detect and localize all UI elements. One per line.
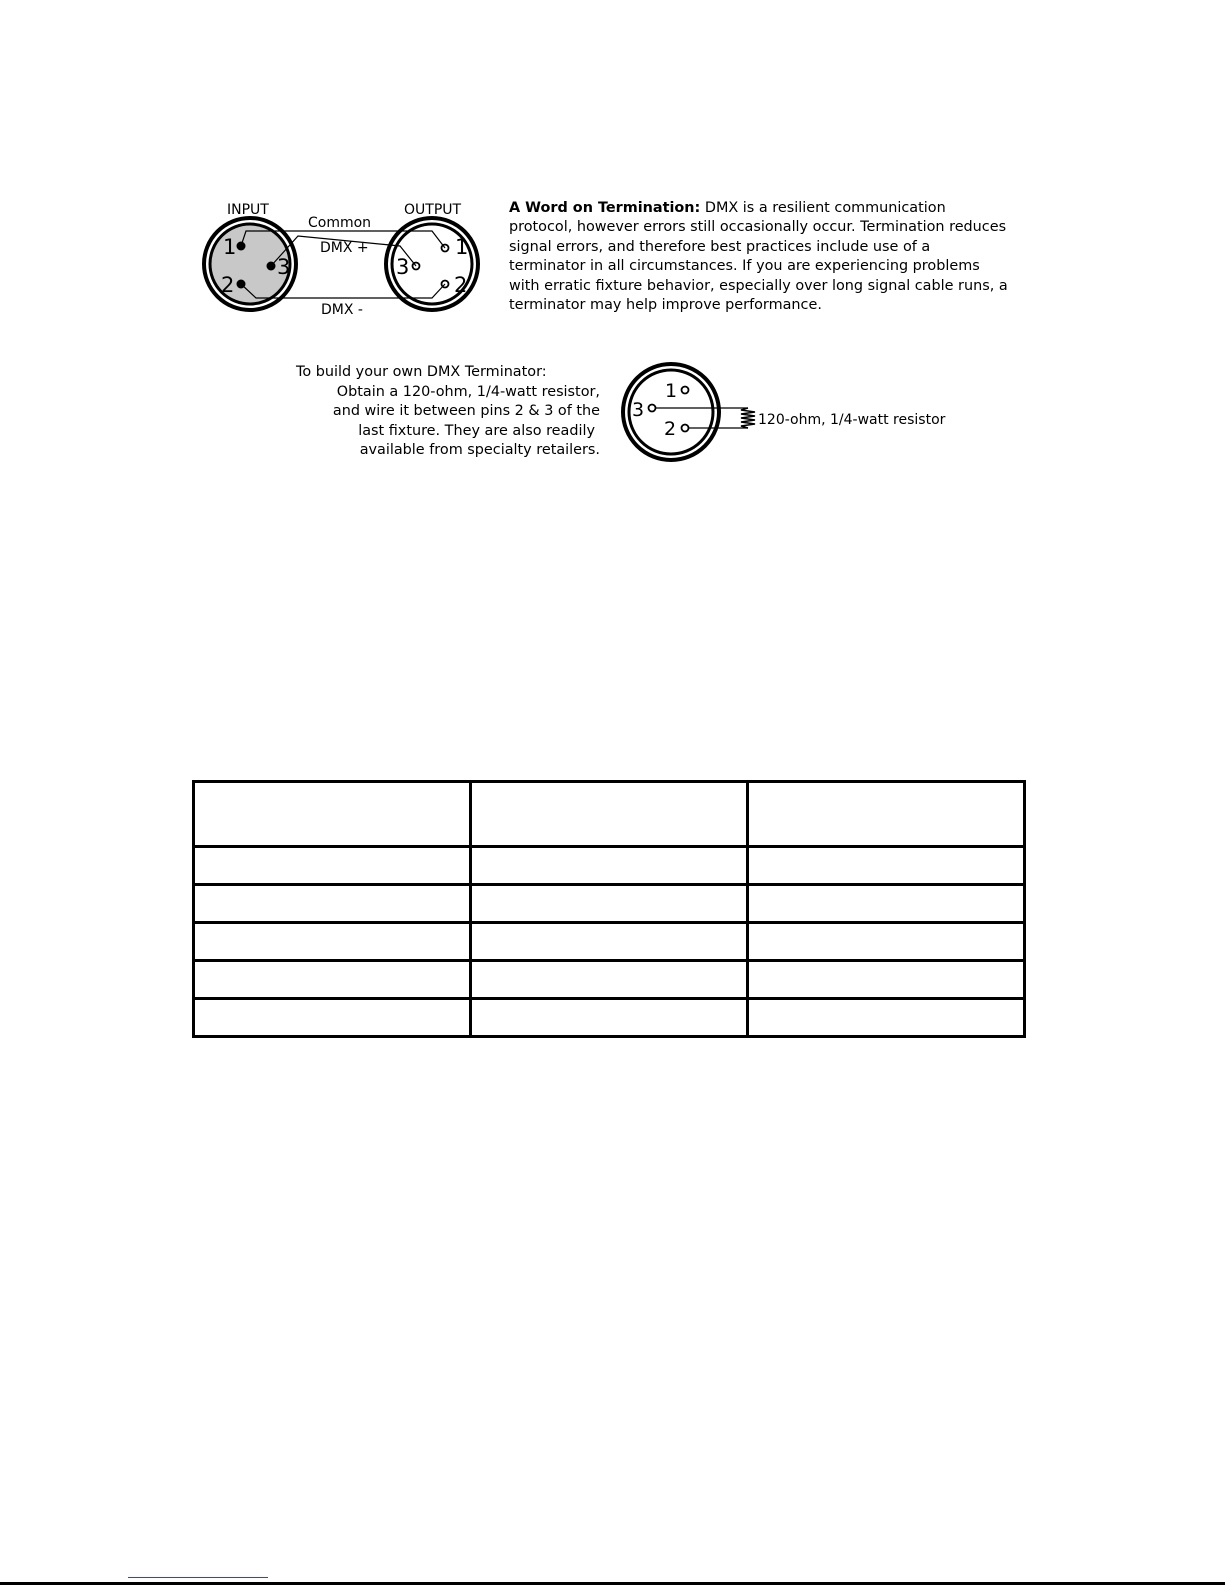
table-cell [471, 999, 748, 1037]
terminator-connector [623, 364, 719, 460]
table-cell [748, 923, 1025, 961]
table-cell [748, 961, 1025, 999]
table-cell [194, 847, 471, 885]
table-row [194, 923, 1025, 961]
footnote-separator [128, 1577, 268, 1578]
diy-title: To build your own DMX Terminator: [296, 364, 547, 380]
table-cell [748, 885, 1025, 923]
diy-line-4: available from specialty retailers. [359, 442, 600, 458]
input-pin-3-label: 3 [277, 255, 291, 279]
table-row [194, 885, 1025, 923]
termination-body: DMX is a resilient communication protocol, however errors still occasionally occur. Termination reduces signal errors, and therefore best practices include use of a terminator in all circumstances. If you are experiencing problems with erratic fixture behavior, especially over long signal cable runs, a terminator may help improve performance. [509, 200, 1008, 314]
table-header-row [194, 782, 1025, 847]
terminator-pin-1-label: 1 [665, 380, 678, 402]
table-cell [471, 961, 748, 999]
termination-note [509, 199, 1009, 315]
table-cell [194, 885, 471, 923]
termination-title: A Word on Termination: [509, 200, 701, 216]
output-label: OUTPUT [404, 202, 462, 218]
table-cell [471, 923, 748, 961]
wire-dmx-minus-label: DMX - [321, 302, 363, 318]
diy-terminator-note [296, 363, 602, 461]
input-pin-1-label: 1 [223, 235, 237, 259]
terminator-pin-2-dot [682, 425, 689, 432]
table-cell [471, 847, 748, 885]
input-label: INPUT [227, 202, 269, 218]
table-cell [194, 961, 471, 999]
diy-line-3: last fixture. They are also readily [358, 422, 595, 439]
terminator-pin-3-dot [649, 405, 656, 412]
input-connector [204, 218, 296, 310]
table-cell [748, 847, 1025, 885]
table-row [194, 999, 1025, 1037]
output-pin-1-label: 1 [455, 235, 469, 259]
table-cell [194, 923, 471, 961]
empty-table [192, 780, 1026, 1038]
resistor-icon [741, 408, 755, 428]
input-pin-2-label: 2 [221, 273, 235, 297]
output-pin-3-label: 3 [396, 255, 410, 279]
terminator-pin-2-label: 2 [664, 418, 677, 440]
wire-dmx-plus-label: DMX + [320, 240, 369, 256]
table-header-cell [194, 782, 471, 847]
table-cell [748, 999, 1025, 1037]
diy-line-2: and wire it between pins 2 & 3 of the [332, 403, 600, 419]
terminator-pin-1-dot [682, 387, 689, 394]
resistor-label: 120-ohm, 1/4-watt resistor [758, 412, 946, 428]
wire-common-label: Common [308, 215, 372, 231]
table-header-cell [471, 782, 748, 847]
table-header-cell [748, 782, 1025, 847]
output-pin-2-label: 2 [454, 273, 468, 297]
table-row [194, 961, 1025, 999]
terminator-pin-3-label: 3 [632, 399, 645, 421]
table-cell [194, 999, 471, 1037]
table-cell [471, 885, 748, 923]
diy-line-1: Obtain a 120-ohm, 1/4-watt resistor, [336, 383, 600, 400]
table-row [194, 847, 1025, 885]
